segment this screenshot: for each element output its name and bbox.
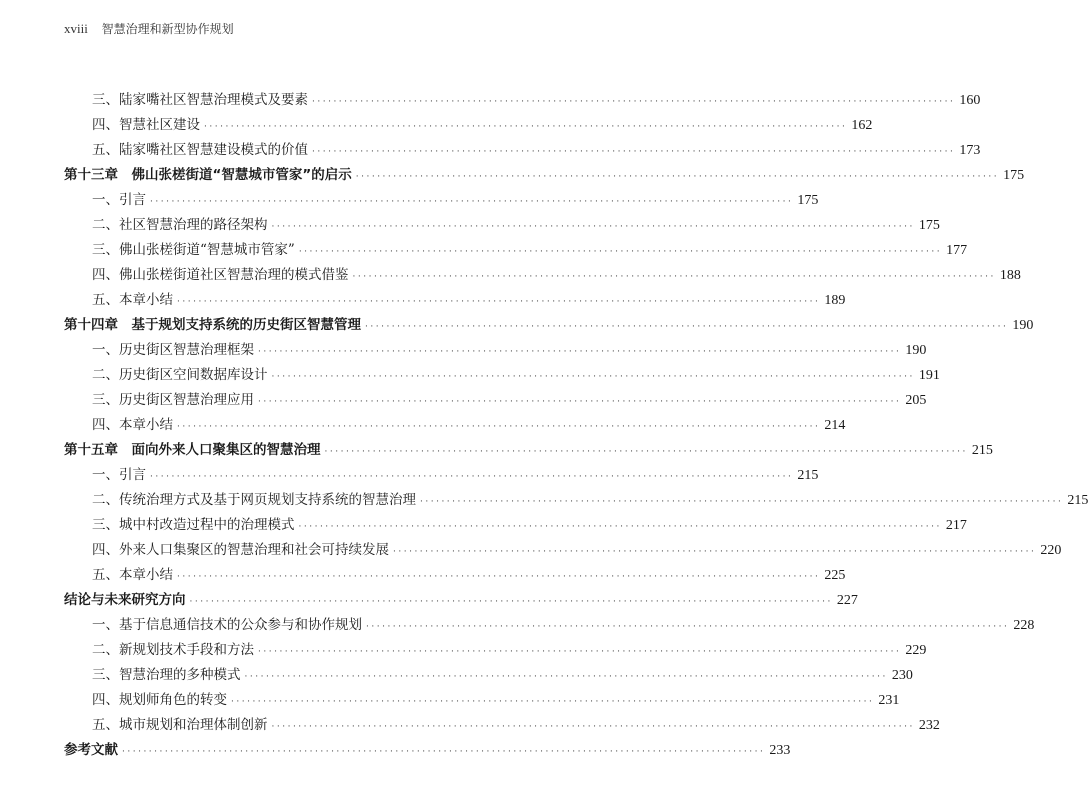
toc-entry-title: 二、社区智慧治理的路径架构	[92, 217, 268, 233]
dot-leader: ························································································································	[298, 247, 943, 257]
toc-section-entry[interactable]	[64, 663, 913, 688]
toc-entry-title: 四、智慧社区建设	[92, 117, 200, 133]
dot-leader: ························································································································	[420, 497, 1064, 507]
toc-chapter-entry[interactable]	[64, 588, 858, 613]
book-title: 智慧治理和新型协作规划	[101, 22, 234, 36]
toc-page-number: 214	[824, 418, 846, 433]
toc-page-number: 232	[918, 718, 940, 733]
dot-leader: ························································································································	[352, 272, 996, 282]
toc-section-entry[interactable]	[64, 188, 819, 213]
dot-leader: ························································································································	[366, 622, 1010, 632]
dot-leader: ························································································································	[189, 597, 833, 607]
dot-leader: ························································································································	[355, 172, 1000, 182]
toc-page-number: 177	[946, 243, 968, 258]
dot-leader: ························································································································	[312, 147, 956, 157]
toc-section-entry[interactable]	[64, 613, 1035, 638]
dot-leader: ························································································································	[271, 222, 915, 232]
toc-page-number: 190	[905, 343, 927, 358]
toc-page-number: 225	[824, 568, 846, 583]
toc-section-entry[interactable]	[64, 563, 846, 588]
dot-leader: ························································································································	[312, 97, 956, 107]
table-of-contents	[64, 88, 1088, 763]
toc-section-entry[interactable]	[64, 88, 981, 113]
dot-leader: ························································································································	[298, 522, 942, 532]
toc-page-number: 189	[824, 293, 846, 308]
dot-leader: ························································································································	[258, 647, 902, 657]
toc-section-entry[interactable]	[64, 263, 1021, 288]
toc-entry-title: 结论与未来研究方向	[64, 592, 186, 608]
toc-entry-title: 五、陆家嘴社区智慧建设模式的价值	[92, 142, 308, 158]
dot-leader: ························································································································	[122, 747, 766, 757]
toc-page-number: 229	[905, 643, 927, 658]
dot-leader: ························································································································	[271, 372, 915, 382]
dot-leader: ························································································································	[177, 297, 821, 307]
dot-leader: ························································································································	[204, 122, 848, 132]
toc-entry-title: 三、陆家嘴社区智慧治理模式及要素	[92, 92, 308, 108]
toc-entry-title: 二、传统治理方式及基于网页规划支持系统的智慧治理	[92, 492, 416, 508]
toc-entry-title: 三、城中村改造过程中的治理模式	[92, 517, 295, 533]
toc-entry-title: 三、佛山张槎街道“智慧城市管家”	[92, 242, 295, 258]
dot-leader: ························································································································	[231, 697, 875, 707]
toc-entry-title: 五、本章小结	[92, 567, 173, 583]
dot-leader: ························································································································	[177, 422, 821, 432]
toc-section-entry[interactable]	[64, 338, 927, 363]
toc-entry-title: 四、规划师角色的转变	[92, 692, 227, 708]
toc-entry-title: 五、本章小结	[92, 292, 173, 308]
toc-section-entry[interactable]	[64, 463, 819, 488]
dot-leader: ························································································································	[271, 722, 915, 732]
toc-entry-title: 二、新规划技术手段和方法	[92, 642, 254, 658]
toc-entry-title: 一、基于信息通信技术的公众参与和协作规划	[92, 617, 362, 633]
toc-section-entry[interactable]	[64, 213, 940, 238]
toc-section-entry[interactable]	[64, 688, 900, 713]
toc-entry-title: 一、引言	[92, 467, 146, 483]
page-folio: xviii	[64, 21, 88, 36]
toc-page-number: 233	[769, 743, 791, 758]
toc-entry-title: 二、历史街区空间数据库设计	[92, 367, 268, 383]
dot-leader: ························································································································	[393, 547, 1037, 557]
toc-page-number: 227	[836, 593, 858, 608]
dot-leader: ························································································································	[150, 472, 794, 482]
toc-page-number: 175	[918, 218, 940, 233]
dot-leader: ························································································································	[150, 197, 794, 207]
toc-page-number: 175	[1003, 168, 1025, 183]
toc-section-entry[interactable]	[64, 288, 846, 313]
toc-section-entry[interactable]	[64, 238, 968, 263]
toc-page-number: 191	[918, 368, 940, 383]
toc-page-number: 215	[971, 443, 993, 458]
toc-page-number: 217	[945, 518, 967, 533]
toc-page-number: 175	[797, 193, 819, 208]
toc-chapter-entry[interactable]	[64, 313, 1034, 338]
toc-page-number: 231	[878, 693, 900, 708]
dot-leader: ························································································································	[324, 447, 968, 457]
toc-section-entry[interactable]	[64, 713, 940, 738]
toc-section-entry[interactable]	[64, 538, 1062, 563]
running-header	[64, 20, 234, 37]
toc-section-entry[interactable]	[64, 488, 1088, 513]
toc-page-number: 220	[1040, 543, 1062, 558]
toc-entry-title: 第十五章 面向外来人口聚集区的智慧治理	[64, 442, 321, 458]
dot-leader: ························································································································	[258, 397, 902, 407]
toc-entry-title: 参考文献	[64, 742, 118, 758]
toc-page-number: 205	[905, 393, 927, 408]
toc-section-entry[interactable]	[64, 638, 927, 663]
toc-chapter-entry[interactable]	[64, 738, 791, 763]
toc-chapter-entry[interactable]	[64, 438, 993, 463]
toc-page-number: 188	[999, 268, 1021, 283]
toc-entry-title: 四、佛山张槎街道社区智慧治理的模式借鉴	[92, 267, 349, 283]
toc-page-number: 162	[851, 118, 873, 133]
toc-page-number: 190	[1012, 318, 1034, 333]
toc-entry-title: 三、智慧治理的多种模式	[92, 667, 241, 683]
dot-leader: ························································································································	[258, 347, 902, 357]
toc-entry-title: 三、历史街区智慧治理应用	[92, 392, 254, 408]
toc-page-number: 215	[1067, 493, 1088, 508]
toc-entry-title: 四、本章小结	[92, 417, 173, 433]
toc-section-entry[interactable]	[64, 388, 927, 413]
toc-chapter-entry[interactable]	[64, 163, 1025, 188]
toc-entry-title: 第十四章 基于规划支持系统的历史街区智慧管理	[64, 317, 361, 333]
toc-entry-title: 一、历史街区智慧治理框架	[92, 342, 254, 358]
toc-entry-title: 第十三章 佛山张槎街道“智慧城市管家”的启示	[64, 167, 352, 183]
toc-entry-title: 一、引言	[92, 192, 146, 208]
toc-section-entry[interactable]	[64, 413, 846, 438]
toc-section-entry[interactable]	[64, 138, 981, 163]
toc-page-number: 160	[959, 93, 981, 108]
dot-leader: ························································································································	[365, 322, 1009, 332]
toc-section-entry[interactable]	[64, 113, 873, 138]
toc-section-entry[interactable]	[64, 513, 967, 538]
toc-page-number: 230	[891, 668, 913, 683]
toc-entry-title: 四、外来人口集聚区的智慧治理和社会可持续发展	[92, 542, 389, 558]
toc-page-number: 215	[797, 468, 819, 483]
toc-section-entry[interactable]	[64, 363, 940, 388]
toc-page-number: 228	[1013, 618, 1035, 633]
dot-leader: ························································································································	[244, 672, 888, 682]
dot-leader: ························································································································	[177, 572, 821, 582]
toc-page-number: 173	[959, 143, 981, 158]
toc-entry-title: 五、城市规划和治理体制创新	[92, 717, 268, 733]
